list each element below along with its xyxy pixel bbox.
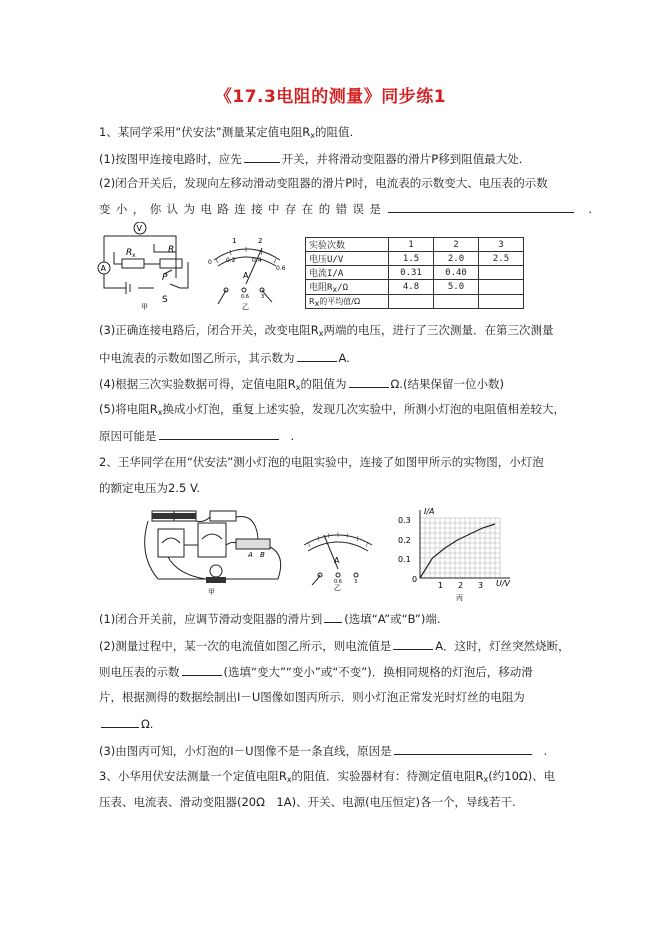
svg-text:3: 3	[261, 294, 265, 300]
svg-text:V: V	[136, 224, 142, 233]
svg-text:0.3: 0.3	[398, 516, 411, 525]
physical-circuit-jia	[138, 505, 288, 595]
answer-blank[interactable]	[244, 150, 280, 163]
svg-text:0.2: 0.2	[226, 257, 236, 264]
q1-intro: 1、某同学采用“伏安法”测量某定值电阻$R_x$的阻值.	[99, 125, 354, 140]
svg-text:1: 1	[232, 237, 237, 245]
ammeter-dial-yi	[206, 232, 288, 310]
svg-text:S: S	[162, 295, 168, 305]
q1-part3-line1: (3)正确连接电路后，闭合开关，改变电阻$R_x$两端的电压，进行了三次测量．在第三次测量	[99, 323, 554, 338]
svg-text:A: A	[100, 264, 106, 273]
q2-part1: (1)闭合开关前，应调节滑动变阻器的滑片到 (选填“A”或“B”)端.	[99, 612, 441, 626]
answer-blank[interactable]	[159, 427, 279, 440]
svg-text:A: A	[334, 556, 340, 565]
svg-text:0.6: 0.6	[334, 579, 342, 585]
ammeter-dial-yi-2	[296, 521, 380, 591]
q2-part3: (3)由图丙可知，小灯泡的I－U图像不是一条直线，原因是 .	[99, 744, 548, 758]
voltmeter-icon	[198, 523, 226, 557]
page-title: 《17.3电阻的测量》同步练1	[214, 87, 447, 107]
q1-part5-line2: 原因可能是 .	[99, 429, 295, 443]
answer-blank[interactable]	[388, 200, 574, 213]
svg-text:A: A	[243, 271, 249, 280]
svg-text:R: R	[126, 248, 133, 258]
svg-text:1: 1	[438, 581, 444, 590]
q2-intro-line2: 的额定电压为2.5 V.	[99, 481, 200, 495]
svg-text:x: x	[132, 252, 136, 259]
q1-part4: (4)根据三次实验数据可得，定值电阻$R_x$的阻值为 Ω.(结果保留一位小数)	[99, 377, 504, 392]
answer-blank[interactable]	[101, 715, 139, 728]
q2-part2-line3: 片，根据测得的数据绘制出I－U图像如图丙所示．则小灯泡正常发光时灯丝的电阻为	[99, 690, 525, 704]
svg-text:丙: 丙	[456, 594, 463, 602]
q2-part2-line4: Ω.	[99, 715, 153, 732]
svg-text:0.1: 0.1	[398, 555, 411, 564]
svg-text:乙: 乙	[334, 584, 341, 591]
svg-text:0.4: 0.4	[252, 257, 262, 264]
svg-text:3: 3	[478, 581, 484, 590]
q1-part2-line2: 变小，你认为电路连接中存在的错误是 .	[99, 202, 592, 216]
svg-text:B: B	[260, 551, 265, 559]
iu-curve	[420, 524, 495, 578]
ammeter-icon	[158, 529, 184, 557]
circuit-diagram-jia	[96, 222, 196, 310]
svg-text:乙: 乙	[242, 303, 249, 310]
q1-part1: (1)按图甲连接电路时，应先 开关，并将滑动变阻器的滑片P移到阻值最大处.	[99, 152, 523, 166]
bulb-icon	[210, 565, 222, 577]
q2-intro-line1: 2、王华同学在用“伏安法”测小灯泡的电阻实验中，连接了如图甲所示的实物图，小灯泡	[99, 455, 544, 469]
answer-blank[interactable]	[349, 375, 389, 388]
svg-text:3: 3	[354, 579, 358, 585]
answer-blank[interactable]	[182, 663, 222, 676]
q1-part2-line1: (2)闭合开关后，发现向左移动滑动变阻器的滑片P时，电流表的示数变大、电压表的示数	[99, 176, 548, 190]
answer-blank[interactable]	[324, 610, 342, 623]
answer-blank[interactable]	[393, 637, 433, 650]
q3-line2: 压表、电流表、滑动变阻器(20Ω 1A)、开关、电源(电压恒定)各一个，导线若干.	[99, 795, 516, 809]
svg-text:0: 0	[208, 259, 212, 266]
svg-text:2: 2	[458, 581, 464, 590]
svg-text:R: R	[168, 245, 175, 255]
svg-text:0.6: 0.6	[241, 294, 249, 300]
svg-text:0.2: 0.2	[398, 536, 411, 545]
q3-line1: 3、小华用伏安法测量一个定值电阻$R_x$的阻值．实验器材有：待测定值电阻$R_x$(约10Ω)、电	[99, 769, 556, 784]
rheostat-icon	[236, 539, 270, 549]
svg-text:A: A	[248, 551, 253, 559]
svg-text:甲: 甲	[141, 303, 148, 310]
svg-text:0.6: 0.6	[276, 265, 286, 272]
q1-part3-line2: 中电流表的示数如图乙所示，其示数为 A.	[99, 351, 350, 365]
svg-text:P: P	[162, 273, 168, 283]
svg-text:甲: 甲	[208, 588, 215, 595]
svg-text:U/V: U/V	[496, 579, 511, 588]
q2-part2-line1: (2)测量过程中，某一次的电流值如图乙所示，则电流值是 A．这时，灯丝突然烧断，	[99, 639, 570, 653]
svg-text:2: 2	[258, 237, 263, 245]
svg-text:I/A: I/A	[424, 507, 435, 516]
q2-part2-line2: 则电压表的示数 (选填“变大”“变小”或“不变”)．换相同规格的灯泡后，移动滑	[99, 665, 533, 679]
svg-text:0: 0	[412, 575, 418, 584]
answer-blank[interactable]	[394, 742, 532, 755]
experiment-table: 实验次数 1 2 3 电压U/V 1.5 2.0 2.5 电流I/A 0.31 0.40 电阻Rx/Ω 4.8 5.0 Rx的平均值/Ω	[305, 237, 524, 309]
answer-blank[interactable]	[297, 349, 337, 362]
iu-graph-bing	[396, 506, 514, 602]
q1-part5-line1: (5)将电阻$R_x$换成小灯泡，重复上述实验，发现几次实验中，所测小灯泡的电阻值相差较大，	[99, 402, 566, 417]
